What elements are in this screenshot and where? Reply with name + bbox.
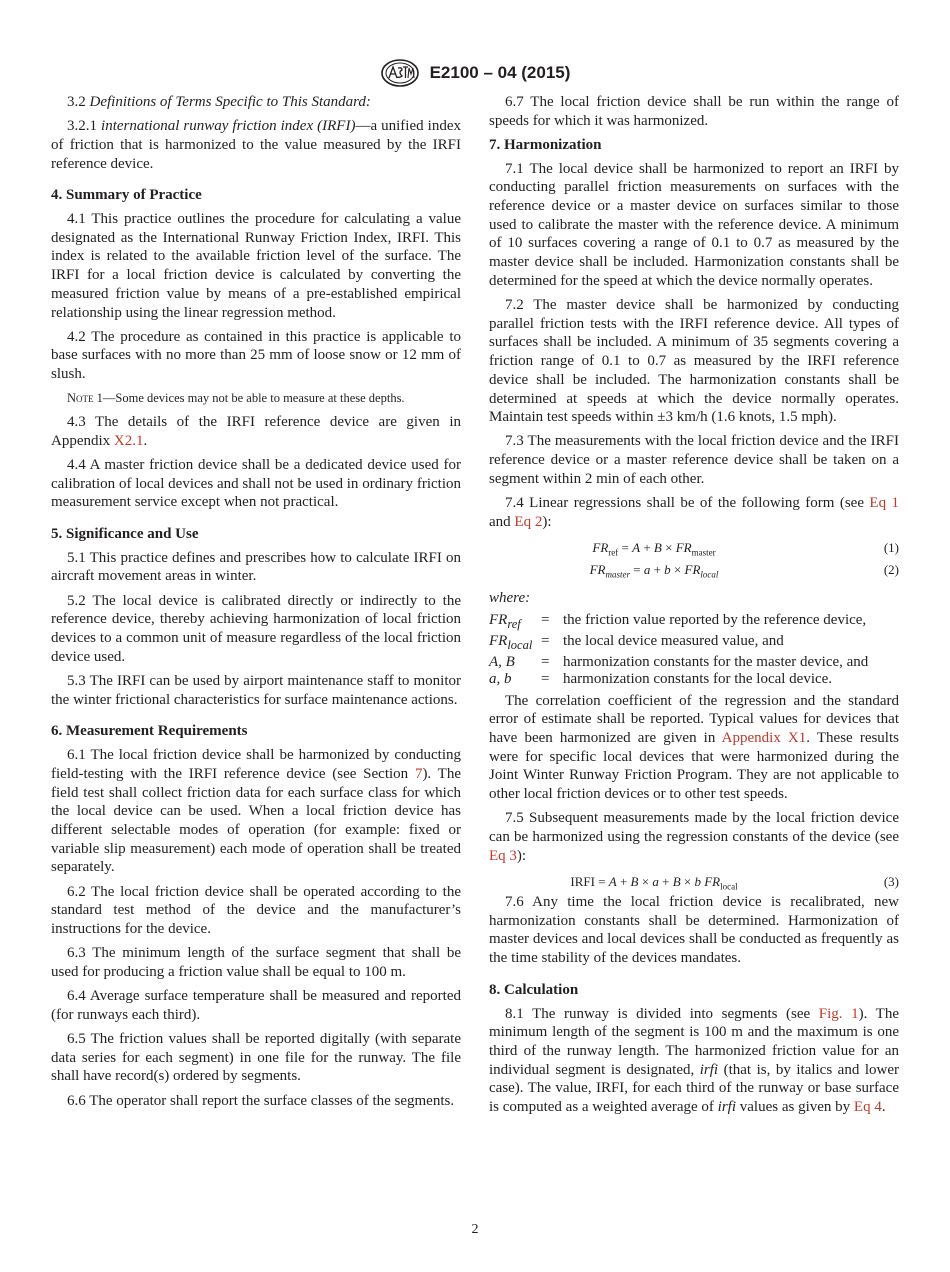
- paragraph-6-7: 6.7 The local friction device shall be run within the range of speeds for which it was harmonized.: [489, 94, 899, 129]
- section-heading-4: 4. Summary of Practice: [51, 187, 202, 204]
- paragraph-8-1: 8.1 The runway is divided into segments (see Fig. 1). The minimum length of the segment is 100 m and the maximum is one third of the runway length. The harmonized friction value for an individual segment is designated, irfi (that is, by italics and lower case). The value, IRFI, for each third of the runway or base surface is computed as a weighted average of irfi values as given by Eq 4.: [489, 1005, 900, 1116]
- page-number: 2: [471, 1222, 479, 1237]
- paragraph-6-6: 6.6 The operator shall report the surface classes of the segments.: [67, 1092, 455, 1109]
- link-x2-1[interactable]: X2.1: [113, 432, 144, 449]
- definitions-table: [489, 612, 899, 688]
- equation-3: [489, 871, 899, 893]
- link-eq-4[interactable]: Eq 4: [853, 1099, 882, 1116]
- paragraph-6-5: 6.5 The friction values shall be reported digitally (with separate data series for each segment) in one file for the runway. The file shall have record(s) ordered by segments.: [51, 1030, 461, 1085]
- section-heading-7: 7. Harmonization: [489, 136, 602, 153]
- paragraph-6-1: 6.1 The local friction device shall be harmonized by conducting field-testing with the IRFI reference device (see Section 7). The field test shall collect friction data for each surface class for which the local device can be used. When a local friction device has different selectable modes of operation (for example: fixed or variable slip measurement) each mode of operation shall be treated separately.: [51, 747, 461, 876]
- definition-row: a, b = harmonization constants for the local device.: [489, 671, 899, 688]
- astm-logo-icon: [380, 58, 420, 88]
- link-eq-3[interactable]: Eq 3: [489, 847, 517, 864]
- where-label: where:: [489, 589, 531, 606]
- paragraph-7-6: 7.6 Any time the local friction device is recalibrated, new harmonization constants shall be determined. Harmonization of master devices and local devices shall be conducted as frequently as the time stability of the devices mandates.: [489, 894, 899, 967]
- link-eq-2[interactable]: Eq 2: [514, 513, 543, 530]
- paragraph-4-2: 4.2 The procedure as contained in this practice is applicable to base surfaces with no more than 25 mm of loose snow or 12 mm of slush.: [51, 328, 461, 383]
- paragraph-7-1: 7.1 The local device shall be harmonized to report an IRFI by conducting parallel friction measurements on surfaces with the reference device or a master device on surfaces similar to those used to calibrate the master with the reference device. A minimum of 10 surfaces covering a range of 0.1 to 0.7 as measured by the master device shall be included. Harmonization constants shall be determined for the speed at which the device normally operates.: [489, 160, 899, 289]
- right-column: [489, 93, 899, 1122]
- paragraph-4-3: 4.3 The details of the IRFI reference device are given in Appendix X2.1.: [51, 414, 461, 449]
- link-appendix-x1[interactable]: Appendix X1: [721, 730, 807, 747]
- link-eq-1[interactable]: Eq 1: [869, 495, 899, 512]
- section-heading-8: 8. Calculation: [489, 981, 579, 998]
- equation-3-number: (3): [883, 874, 899, 889]
- definition-symbol: a, b: [489, 670, 512, 687]
- equation-2: [489, 559, 899, 581]
- paragraph-4-1: 4.1 This practice outlines the procedure for calculating a value designated as the International Runway Friction Index, IRFI. This index is related to the available friction level of the surface. The IRFI for a local friction device is calculated by converting the measured friction value by means of a pre-established empirical relationship using the linear regression method.: [51, 211, 461, 321]
- equation-1: [489, 537, 899, 559]
- definition-symbol: A, B: [489, 653, 515, 670]
- paragraph-6-4: 6.4 Average surface temperature shall be measured and reported (for runways each third).: [51, 988, 461, 1023]
- paragraph-6-2: 6.2 The local friction device shall be operated according to the standard test method of the device and the manufacturer’s instructions for the device.: [51, 883, 461, 937]
- definition-text: harmonization constants for the local device.: [563, 670, 833, 687]
- paragraph-6-3: 6.3 The minimum length of the surface segment that shall be used for producing a friction value shall be equal to 100 m.: [51, 945, 461, 980]
- equation-3-formula: IRFI = A + B × a + B × b $FR_{local}$: [570, 874, 738, 892]
- definition-text: the local device measured value, and: [563, 632, 784, 649]
- paragraph-correlation: The correlation coefficient of the regression and the standard error of estimate shall be reported. Typical values for devices that have been harmonized are given in Appendix X1. These results were for specific local devices that were harmonized during the Joint Winter Runway Friction Program. They are not applicable to other local friction devices or to other test speeds.: [489, 692, 899, 803]
- paragraph-3-2-1: 3.2.1 international runway friction index (IRFI)—a unified index of friction that is harmonized to the value measured by the IRFI reference device.: [51, 118, 461, 172]
- definition-text: the friction value reported by the reference device,: [563, 611, 867, 628]
- definition-symbol: $FR_{ref}$: [489, 611, 521, 631]
- definition-row: $FR_{ref}$ = the friction value reported by the reference device,: [489, 612, 899, 633]
- paragraph-7-2: 7.2 The master device shall be harmonized by conducting parallel friction tests with the IRFI reference device. All types of surfaces shall be included. A minimum of 35 segments covering a friction range of 0.1 to 0.7 as measured by the IRFI reference device shall be included. The harmonization constants shall be determined at speeds at which the device normally operates. Maintain test speeds within ±3 km/h (1.6 knots, 1.5 mph).: [489, 297, 899, 426]
- definition-symbol: $FR_{local}$: [489, 632, 533, 652]
- link-section-7[interactable]: 7: [414, 765, 423, 782]
- paragraph-7-5: 7.5 Subsequent measurements made by the local friction device can be harmonized using the regression constants of the device (see Eq 3):: [489, 810, 899, 864]
- paragraph-7-4: 7.4 Linear regressions shall be of the following form (see Eq 1 and Eq 2):: [489, 495, 899, 530]
- note-1: Note 1—Some devices may not be able to measure at these depths.: [67, 391, 405, 406]
- paragraph-5-1: 5.1 This practice defines and prescribes how to calculate IRFI on aircraft movement areas in winter.: [51, 549, 461, 585]
- section-heading-5: 5. Significance and Use: [51, 526, 199, 543]
- paragraph-3-2: 3.2 Definitions of Terms Specific to This Standard:: [67, 94, 371, 110]
- definition-row: A, B = harmonization constants for the master device, and: [489, 654, 899, 671]
- link-fig-1[interactable]: Fig. 1: [818, 1005, 859, 1022]
- paragraph-4-4: 4.4 A master friction device shall be a dedicated device used for calibration of local devices and shall not be used in ordinary friction measurement service except when not practical.: [51, 456, 461, 511]
- definition-row: $FR_{local}$ = the local device measured value, and: [489, 633, 899, 654]
- definition-text: harmonization constants for the master device, and: [563, 653, 869, 670]
- paragraph-5-2: 5.2 The local device is calibrated directly or indirectly to the reference device, thereby achieving harmonization of local friction devices to a common unit of measure regardless of the local friction device used.: [51, 592, 461, 665]
- left-column: [51, 93, 461, 1116]
- section-heading-6: 6. Measurement Requirements: [51, 723, 248, 740]
- page-header: [0, 58, 950, 88]
- standard-designation: E2100 – 04 (2015): [429, 63, 571, 82]
- paragraph-5-3: 5.3 The IRFI can be used by airport maintenance staff to monitor the winter frictional characteristics for surface maintenance actions.: [51, 672, 461, 708]
- equation-2-number: (2): [883, 561, 899, 577]
- equation-1-formula: $FR_{ref} = A + B \times FR_{master}$: [592, 539, 716, 558]
- equation-2-formula: $FR_{master} = a + b \times FR_{local}$: [589, 561, 719, 580]
- paragraph-7-3: 7.3 The measurements with the local friction device and the IRFI reference device or a master reference device shall be taken on a segment within 2 min of each other.: [489, 433, 899, 487]
- equation-1-number: (1): [883, 539, 899, 555]
